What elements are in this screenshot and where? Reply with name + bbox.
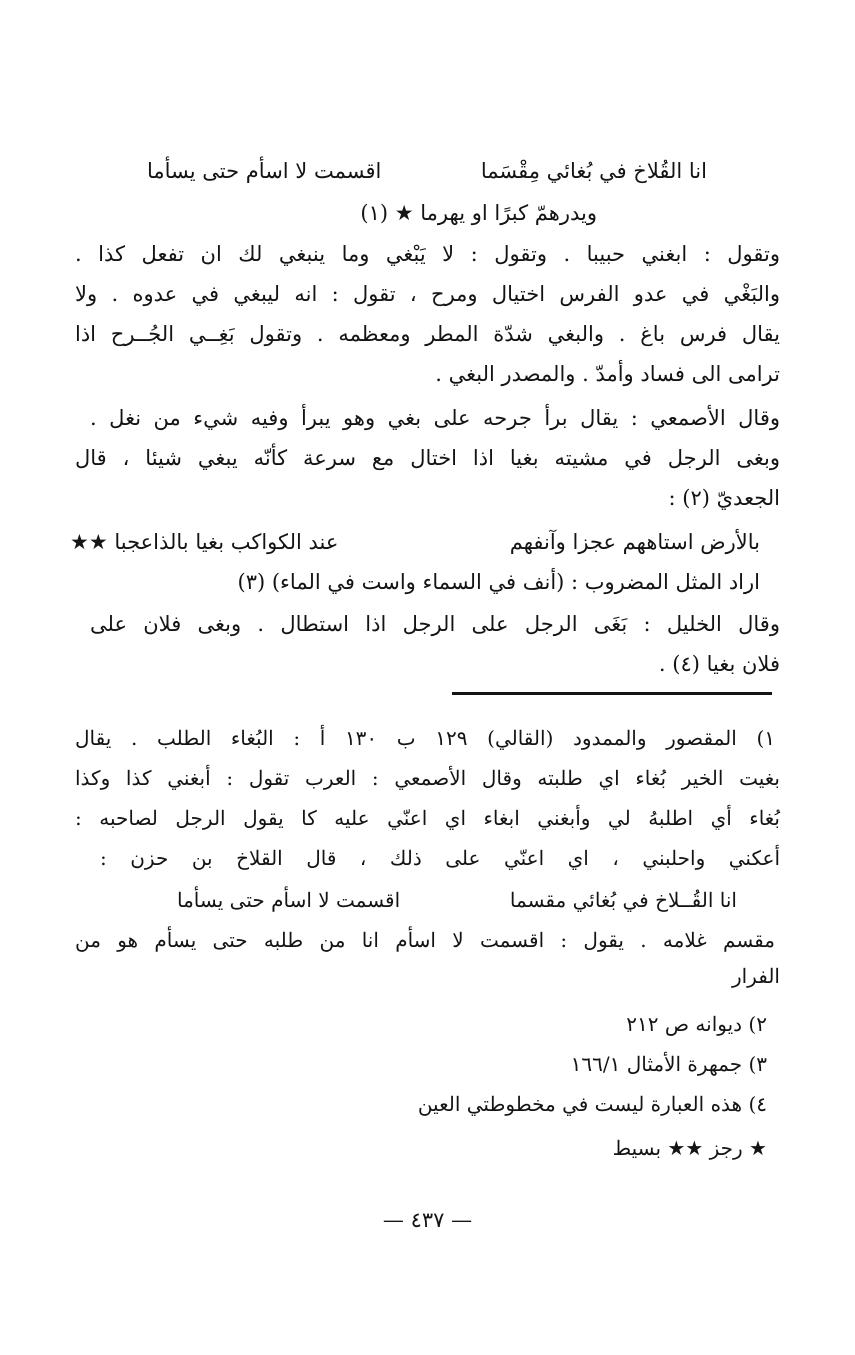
body-line: وقال الخليل : بَغَى الرجل على الرجل اذا استطال . وبغى فلان على [90,612,780,636]
footnote-line: بغيت الخير بُغاء اي طلبته وقال الأصمعي : العرب تقول : أبغني كذا وكذا [75,766,780,790]
meter-legend: ★ رجز ★★ بسيط [612,1136,767,1160]
footnote-line: بُغاء أي اطلبهُ لي وأبغني ابغاء اي اعنّي عليه كا يقول الرجل لصاحبه : [75,806,780,830]
footnote-ref-4: ٤) هذه العبارة ليست في مخطوطتي العين [417,1092,767,1116]
footnote-ref-2: ٢) ديوانه ص ٢١٢ [626,1012,767,1036]
footnote-line: أعكني واحلبني ، اي اعنّي على ذلك ، قال القلاخ بن حزن : [100,846,780,870]
body-line: والبَغْي في عدو الفرس اختيال ومرح ، تقول : انه ليبغي في عدوه . ولا [75,282,780,306]
footnote-line: مقسم غلامه . يقول : اقسمت لا اسأم انا من طلبه حتى يسأم هو من [75,928,775,952]
verse-hemistich-right: انا القُــلاخ في بُغائي مقسما [509,888,737,912]
body-line: ترامى الى فساد وأمدّ . والمصدر البغي . [435,362,780,386]
footnote-separator [452,692,772,695]
verse-hemistich-right: بالأرض استاههم عجزا وآنفهم [509,530,760,554]
verse-hemistich-right: انا القُلاخ في بُغائي مِقْسَما [480,159,707,183]
body-line: وقال الأصمعي : يقال برأ جرحه على بغي وهو يبرأ وفيه شيء من نغل . [90,406,780,430]
body-line: فلان بغيا (٤) . [658,652,780,676]
verse-line-1 [147,153,707,189]
body-line: وتقول : ابغني حبيبا . وتقول : لا يَبْغي وما ينبغي لك ان تفعل كذا . [75,242,780,266]
footnote-line: الفرار [731,964,780,988]
verse-hemistich-left: عند الكواكب بغيا بالذاعجبا ★★ [70,530,339,554]
body-line: وبغى الرجل في مشيته بغيا اذا اختال مع سرعة كأنّه يبغي شيئا ، قال [75,446,780,470]
footnote-ref-3: ٣) جمهرة الأمثال ١٦٦/١ [570,1052,767,1076]
verse-hemistich-left: اقسمت لا اسأم حتى يسأما [177,888,401,912]
verse-continuation: ويدرهمّ كبرًا او يهرما ★ (١) [360,201,597,225]
footnote-line: ١) المقصور والممدود (القالي) ١٢٩ ب ١٣٠ أ : البُغاء الطلب . يقال [75,726,776,750]
body-line: يقال فرس باغ . والبغي شدّة المطر ومعظمه . وتقول بَغِــي الجُــرح اذا [75,322,780,346]
verse-line-2 [70,524,760,560]
verse-hemistich-left: اقسمت لا اسأم حتى يسأما [147,159,382,183]
footnote-verse [177,882,737,918]
page-number: — ٤٣٧ — [382,1208,473,1232]
body-line: اراد المثل المضروب : (أنف في السماء واست في الماء) (٣) [237,570,760,594]
body-line: الجعديّ (٢) : [668,486,780,510]
